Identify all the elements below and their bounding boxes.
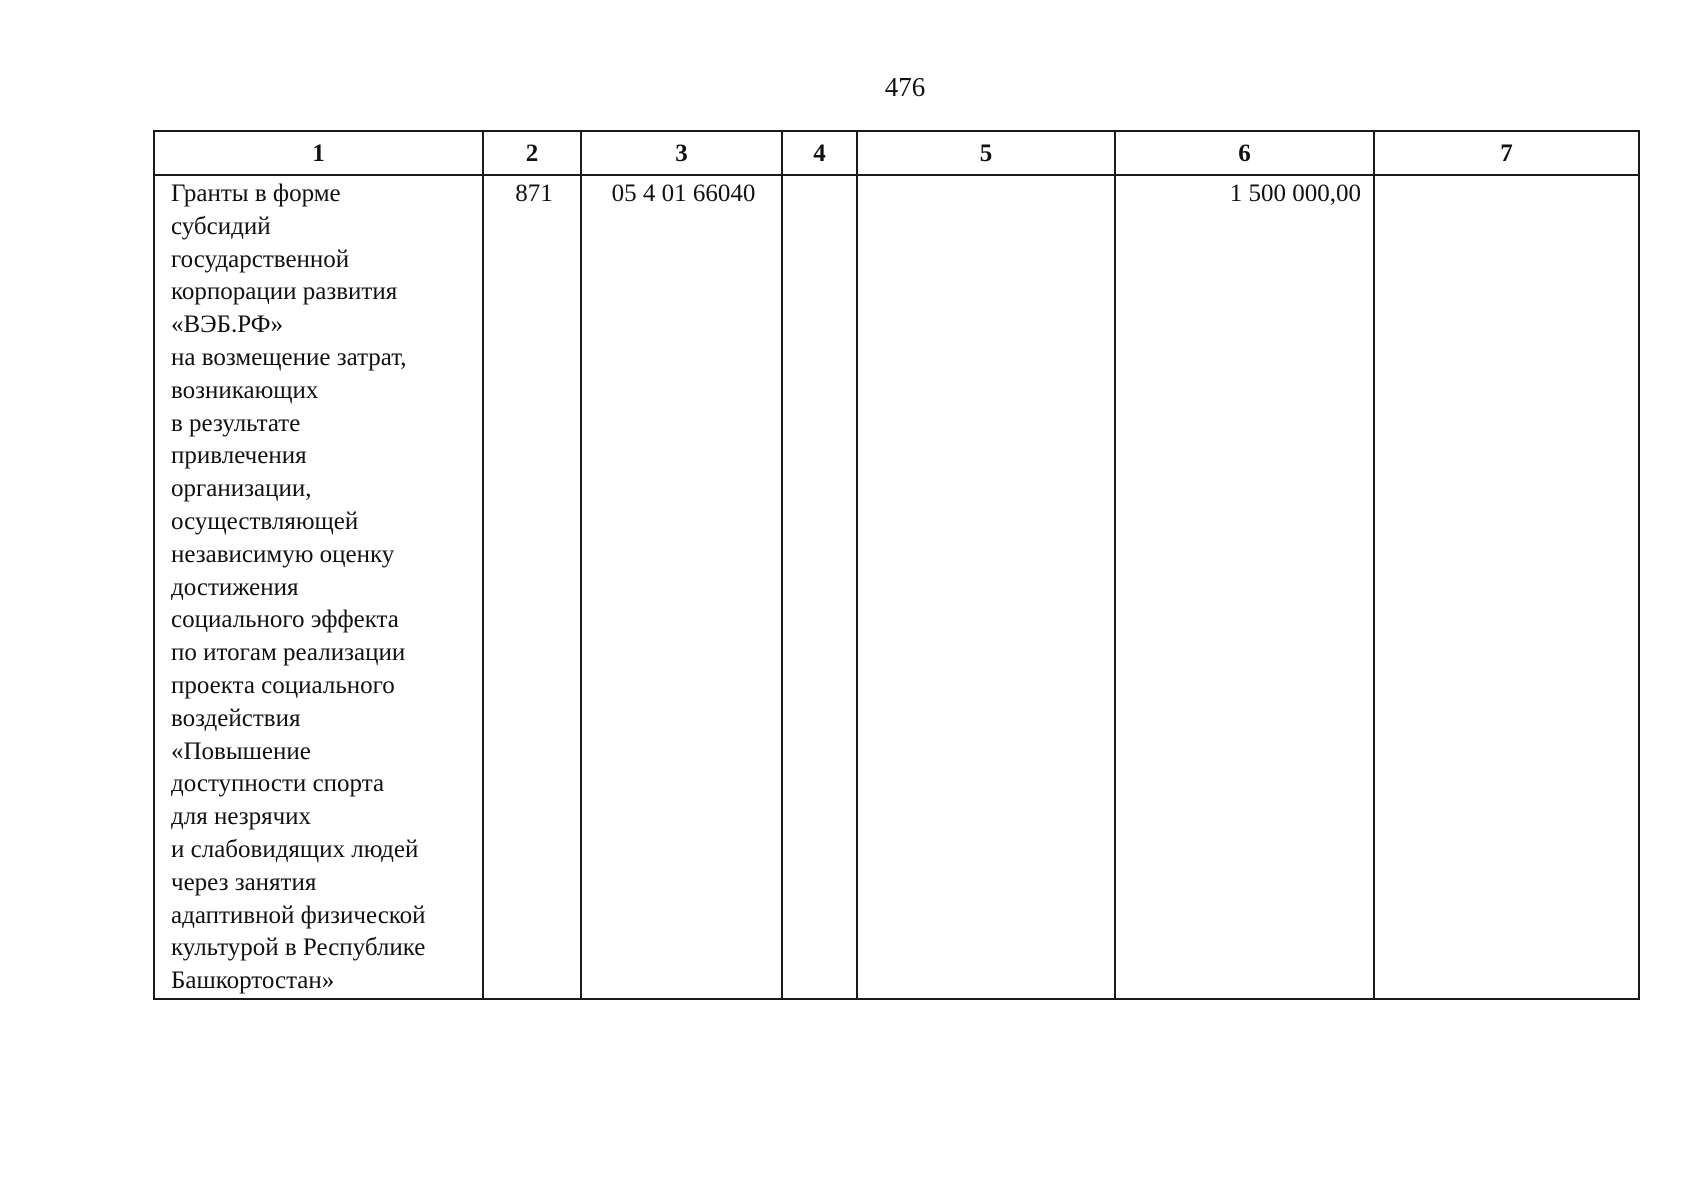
budget-table [153,130,1640,1000]
row-target-article: 05 4 01 66040 [581,175,782,999]
row-col-7 [1374,175,1639,999]
row-description: Гранты в форме субсидий государственной корпорации развития «ВЭБ.РФ» на возмещение затрат, возникающих в результате привлечения организации, осуществляющей независимую оценку достижения социального эффекта по итогам реализации проекта социального воздействия «Повышение доступности спорта для незрячих и слабовидящих людей через занятия адаптивной физической культурой в Республике Башкортостан» [154,175,483,999]
column-header-6: 6 [1115,131,1374,175]
column-header-3: 3 [581,131,782,175]
page-number: 476 [884,72,926,102]
row-amount: 1 500 000,00 [1115,175,1374,999]
header-row [154,131,1639,175]
column-header-7: 7 [1374,131,1639,175]
row-col-5 [857,175,1115,999]
row-col-4 [782,175,857,999]
row-code-ved: 871 [483,175,581,999]
column-header-1: 1 [154,131,483,175]
column-header-2: 2 [483,131,581,175]
column-header-4: 4 [782,131,857,175]
table-row [154,175,1639,999]
column-header-5: 5 [857,131,1115,175]
